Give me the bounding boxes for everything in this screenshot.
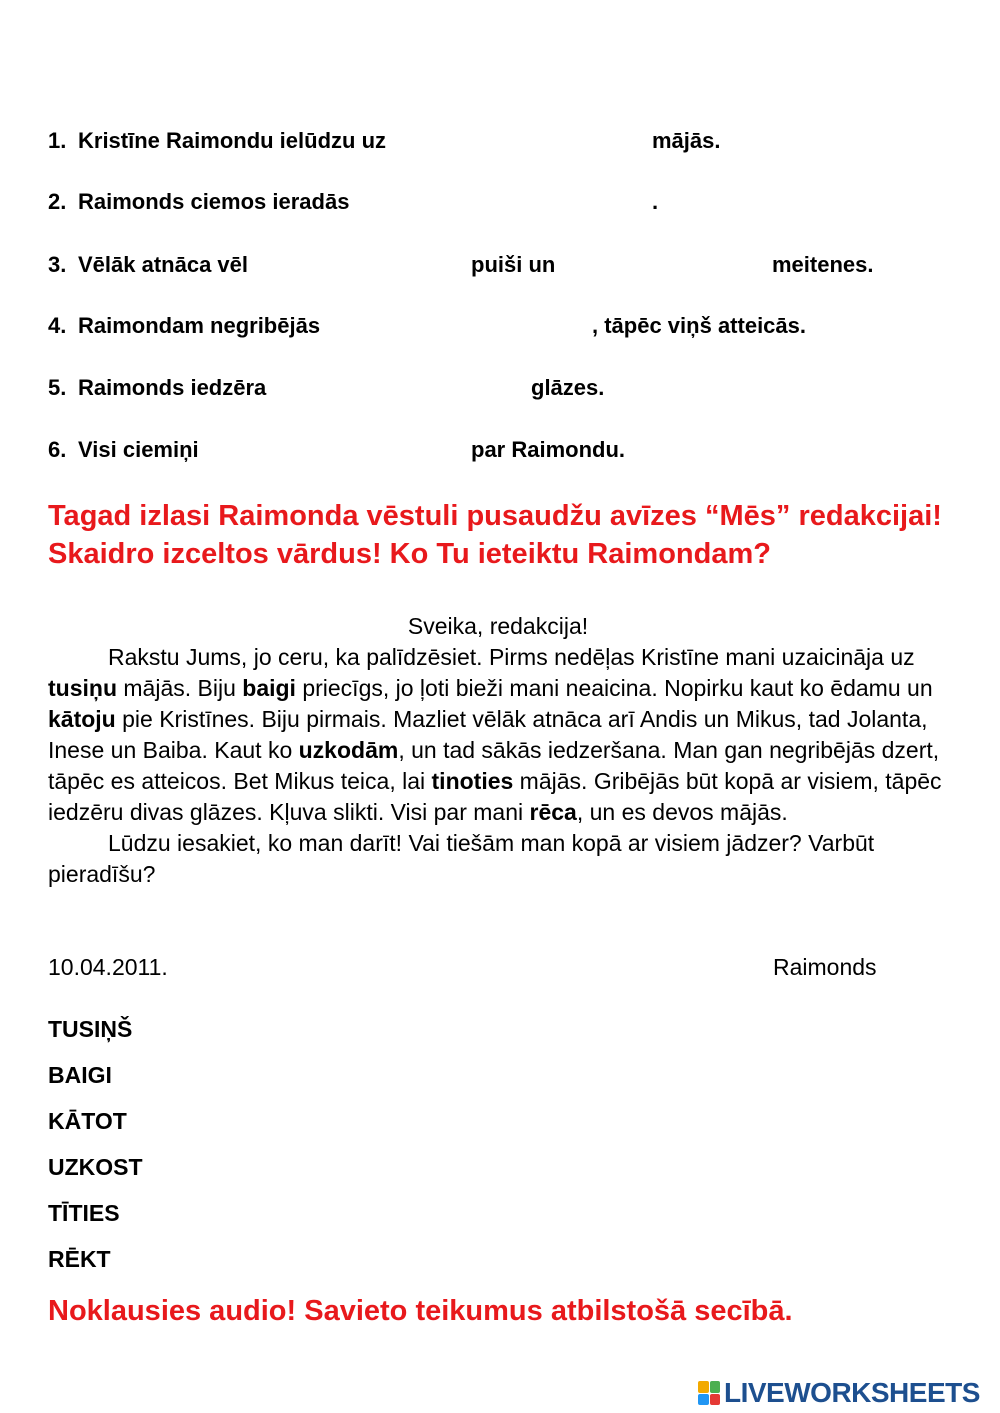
answer-field-4[interactable] — [380, 311, 585, 341]
highlighted-word: uzkodām — [298, 737, 399, 763]
instruction-heading-audio: Noklausies audio! Savieto teikumus atbilstošā secībā. — [48, 1295, 793, 1327]
word-explanation-input[interactable] — [190, 1242, 944, 1278]
letter-paragraph-2: Lūdzu iesakiet, ko man darīt! Vai tiešām man kopā ar visiem jādzer? Varbūt pieradīšu? — [48, 830, 875, 887]
question-text: puiši un — [471, 252, 556, 277]
question-text: Raimonds ciemos ieradās — [78, 189, 350, 214]
highlighted-word: rēca — [529, 799, 577, 825]
answer-field-1[interactable] — [460, 126, 645, 156]
word-explanation-input[interactable] — [190, 1196, 944, 1232]
letter-text: Rakstu Jums, jo ceru, ka palīdzēsiet. Pirms nedēļas Kristīne mani uzaicināja uz — [108, 644, 915, 670]
word-explanation-input[interactable] — [190, 1104, 944, 1140]
word-explanation-input[interactable] — [190, 1150, 944, 1186]
question-text: mājās. — [652, 128, 721, 153]
highlighted-word: kātoju — [48, 706, 116, 732]
letter-paragraph-1 — [48, 642, 948, 828]
question-text: Visi ciemiņi — [78, 437, 199, 462]
question-text: Vēlāk atnāca vēl — [78, 252, 249, 277]
answer-field-3b[interactable] — [580, 250, 765, 280]
word-label: TUSIŅŠ — [48, 1016, 133, 1042]
answer-field-3a[interactable] — [292, 250, 462, 280]
letter-text: , un tad sākās iedzeršana. Man gan negribējās dzert, tāpēc es atteicos. Bet Mikus teica, lai — [48, 737, 940, 794]
letter-greeting: Sveika, redakcija! — [407, 613, 589, 639]
question-text: par Raimondu. — [471, 437, 626, 462]
highlighted-word: baigi — [242, 675, 296, 701]
word-explanation-input[interactable] — [190, 1012, 944, 1048]
question-number: 5. — [48, 375, 67, 400]
word-label: KĀTOT — [48, 1108, 127, 1134]
letter-text: , un es devos mājās. — [576, 799, 788, 825]
question-number: 3. — [48, 252, 67, 277]
liveworksheets-logo — [698, 1378, 980, 1408]
highlighted-word: tinoties — [431, 768, 514, 794]
question-number: 4. — [48, 313, 67, 338]
letter-date: 10.04.2011. — [48, 954, 168, 980]
question-number: 6. — [48, 437, 67, 462]
question-text: , tāpēc viņš atteicās. — [592, 313, 806, 338]
question-text: . — [652, 189, 659, 214]
letter-text: mājās. Gribējās būt kopā ar visiem, tāpēc iedzēru divas glāzes. Kļuva slikti. Visi par mani — [48, 768, 942, 825]
question-text: Kristīne Raimondu ielūdzu uz — [78, 128, 387, 153]
word-label: TĪTIES — [48, 1200, 120, 1226]
question-number: 1. — [48, 128, 67, 153]
letter — [48, 611, 948, 890]
answer-field-6[interactable] — [232, 435, 464, 465]
logo-text: LIVEWORKSHEETS — [724, 1377, 980, 1408]
letter-text: mājās. Biju — [117, 675, 243, 701]
answer-field-2[interactable] — [415, 187, 645, 217]
highlighted-word: tusiņu — [48, 675, 117, 701]
letter-text: pie Kristīnes. Biju pirmais. Mazliet vēlāk atnāca arī Andis un Mikus, tad Jolanta, Inese un Baiba. Kaut ko — [48, 706, 928, 763]
question-number: 2. — [48, 189, 67, 214]
question-text: Raimondam negribējās — [78, 313, 321, 338]
question-text: glāzes. — [531, 375, 605, 400]
word-label: BAIGI — [48, 1062, 112, 1088]
letter-signature: Raimonds — [773, 954, 877, 980]
word-label: RĒKT — [48, 1246, 111, 1272]
word-label: UZKOST — [48, 1154, 143, 1180]
instruction-heading-letter: Tagad izlasi Raimonda vēstuli pusaudžu avīzes “Mēs” redakcijai! Skaidro izceltos vārdus! Ko Tu ieteiktu Raimondam? — [48, 500, 942, 570]
logo-mark-icon — [698, 1381, 720, 1405]
answer-field-5[interactable] — [315, 373, 523, 403]
question-text: meitenes. — [772, 252, 874, 277]
word-explanation-input[interactable] — [190, 1058, 944, 1094]
letter-text: priecīgs, jo ļoti bieži mani neaicina. Nopirku kaut ko ēdamu un — [295, 675, 933, 701]
question-text: Raimonds iedzēra — [78, 375, 267, 400]
